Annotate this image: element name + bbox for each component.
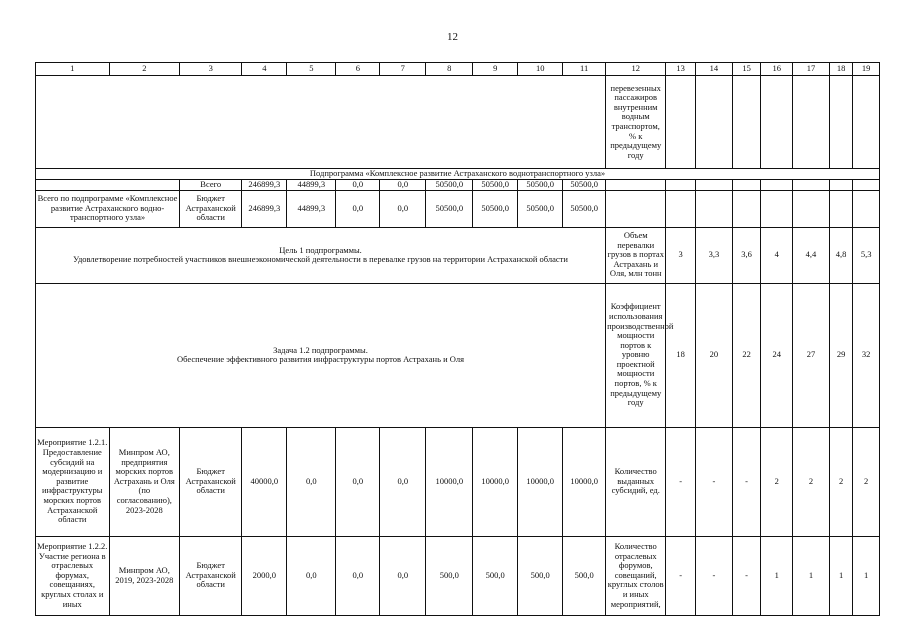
indicator-value: 22 (732, 283, 761, 427)
value-cell: 246899,3 (242, 190, 287, 227)
task-text: Обеспечение эффективного развития инфраструктуры портов Астрахань и Оля (177, 354, 465, 365)
indicator-value: - (695, 536, 732, 615)
value-cell: 500,0 (473, 536, 518, 615)
total-name: Всего по подпрограмме «Комплексное развитие Астраханского воднотранспортного узла» (36, 190, 180, 227)
value-cell: 500,0 (426, 536, 473, 615)
col-header: 2 (109, 63, 180, 76)
col-header: 4 (242, 63, 287, 76)
indicator-value: 2 (793, 427, 830, 536)
indicator-value: 3,6 (732, 227, 761, 283)
value-cell: 0,0 (380, 427, 426, 536)
col-header: 17 (793, 63, 830, 76)
funding-source: Бюджет Астраханской области (180, 427, 242, 536)
col-header: 16 (761, 63, 793, 76)
value-cell: 44899,3 (287, 190, 336, 227)
indicator-value: 20 (695, 283, 732, 427)
indicator-value: - (732, 427, 761, 536)
indicator-cell: Коэффициент использования производственной мощности портов к уровню проектной мощности портов, % к предыдущему году (606, 283, 666, 427)
measure-executor: Минпром АО, предприятия морских портов Астрахань и Оля (по согласованию), 2023-2028 (109, 427, 180, 536)
indicator-value: 2 (829, 427, 853, 536)
value-cell: 44899,3 (287, 179, 336, 190)
indicator-value: - (666, 536, 696, 615)
subprogram-title-row (36, 169, 880, 180)
indicator-cell: Количество выданных субсидий, ед. (606, 427, 666, 536)
value-cell: 0,0 (380, 190, 426, 227)
indicator-value: 29 (829, 283, 853, 427)
measure-row (36, 427, 880, 536)
value-cell: 10000,0 (473, 427, 518, 536)
col-header: 6 (336, 63, 380, 76)
indicator-value: 4 (761, 227, 793, 283)
value-cell: 0,0 (380, 536, 426, 615)
indicator-value: 1 (761, 536, 793, 615)
indicator-value: 3 (666, 227, 696, 283)
page-number: 12 (447, 31, 458, 43)
col-header: 18 (829, 63, 853, 76)
funding-source: Бюджет Астраханской области (180, 536, 242, 615)
indicator-value: 4,8 (829, 227, 853, 283)
value-cell: 50500,0 (518, 190, 563, 227)
row-label: Всего (180, 179, 242, 190)
indicator-value: - (732, 536, 761, 615)
empty-cell (36, 76, 606, 169)
value-cell: 0,0 (336, 536, 380, 615)
task-title: Задача 1.2 подпрограммы. (273, 344, 368, 355)
funding-source: Бюджет Астраханской области (180, 190, 242, 227)
indicator-value: 24 (761, 283, 793, 427)
indicator-value: 3,3 (695, 227, 732, 283)
indicator-value: 4,4 (793, 227, 830, 283)
task-description (36, 283, 606, 427)
indicator-value: 1 (793, 536, 830, 615)
value-cell: 50500,0 (518, 179, 563, 190)
value-cell: 500,0 (563, 536, 606, 615)
measure-name: Мероприятие 1.2.2. Участие региона в отраслевых форумах, совещаниях, круглых столах и иных (36, 536, 110, 615)
value-cell: 0,0 (380, 179, 426, 190)
indicator-cell: Количество отраслевых форумов, совещаний, круглых столов и иных мероприятий, (606, 536, 666, 615)
measure-name: Мероприятие 1.2.1. Предоставление субсидий на модернизацию и развитие инфраструктуры морских портов Астраханской области (36, 427, 110, 536)
value-cell: 0,0 (336, 427, 380, 536)
indicator-value: - (695, 427, 732, 536)
col-header: 7 (380, 63, 426, 76)
indicator-value: 5,3 (853, 227, 880, 283)
value-cell: 500,0 (518, 536, 563, 615)
value-cell: 50500,0 (563, 190, 606, 227)
col-header: 11 (563, 63, 606, 76)
budget-table (35, 62, 880, 616)
subprogram-title: Подпрограмма «Комплексное развитие Астраханского воднотранспортного узла» (36, 169, 880, 180)
value-cell: 246899,3 (242, 179, 287, 190)
value-cell: 0,0 (287, 536, 336, 615)
goal-text: Удовлетворение потребностей участников внешнеэкономической деятельности в перевалке грузов на территории Астраханской области (73, 254, 568, 265)
col-header: 5 (287, 63, 336, 76)
value-cell: 40000,0 (242, 427, 287, 536)
indicator-value: 2 (853, 427, 880, 536)
value-cell: 50500,0 (563, 179, 606, 190)
goal-title: Цель 1 подпрограммы. (279, 244, 362, 255)
goal-description (36, 227, 606, 283)
indicator-value: 2 (761, 427, 793, 536)
col-header: 10 (518, 63, 563, 76)
indicator-value: - (666, 427, 696, 536)
value-cell: 0,0 (336, 179, 380, 190)
indicator-value: 18 (666, 283, 696, 427)
column-number-header-row (36, 63, 880, 76)
goal-row (36, 227, 880, 283)
measure-executor: Минпром АО, 2019, 2023-2028 (109, 536, 180, 615)
col-header: 12 (606, 63, 666, 76)
col-header: 13 (666, 63, 696, 76)
indicator-value: 1 (853, 536, 880, 615)
value-cell: 10000,0 (426, 427, 473, 536)
continuation-row (36, 76, 880, 169)
col-header: 19 (853, 63, 880, 76)
value-cell: 10000,0 (518, 427, 563, 536)
value-cell: 50500,0 (426, 190, 473, 227)
value-cell: 50500,0 (426, 179, 473, 190)
all-total-row (36, 179, 880, 190)
subprogram-total-row (36, 190, 880, 227)
value-cell: 2000,0 (242, 536, 287, 615)
indicator-value: 32 (853, 283, 880, 427)
indicator-cell: Объем перевалки грузов в портах Астрахань и Оля, млн тонн (606, 227, 666, 283)
value-cell: 10000,0 (563, 427, 606, 536)
indicator-value: 1 (829, 536, 853, 615)
value-cell: 0,0 (287, 427, 336, 536)
col-header: 9 (473, 63, 518, 76)
col-header: 1 (36, 63, 110, 76)
value-cell: 50500,0 (473, 190, 518, 227)
task-row (36, 283, 880, 427)
value-cell: 0,0 (336, 190, 380, 227)
col-header: 14 (695, 63, 732, 76)
col-header: 3 (180, 63, 242, 76)
value-cell: 50500,0 (473, 179, 518, 190)
measure-row (36, 536, 880, 615)
indicator-cell: перевезенных пассажиров внутренним водным транспортом, % к предыдущему году (606, 76, 666, 169)
indicator-value: 27 (793, 283, 830, 427)
col-header: 8 (426, 63, 473, 76)
col-header: 15 (732, 63, 761, 76)
